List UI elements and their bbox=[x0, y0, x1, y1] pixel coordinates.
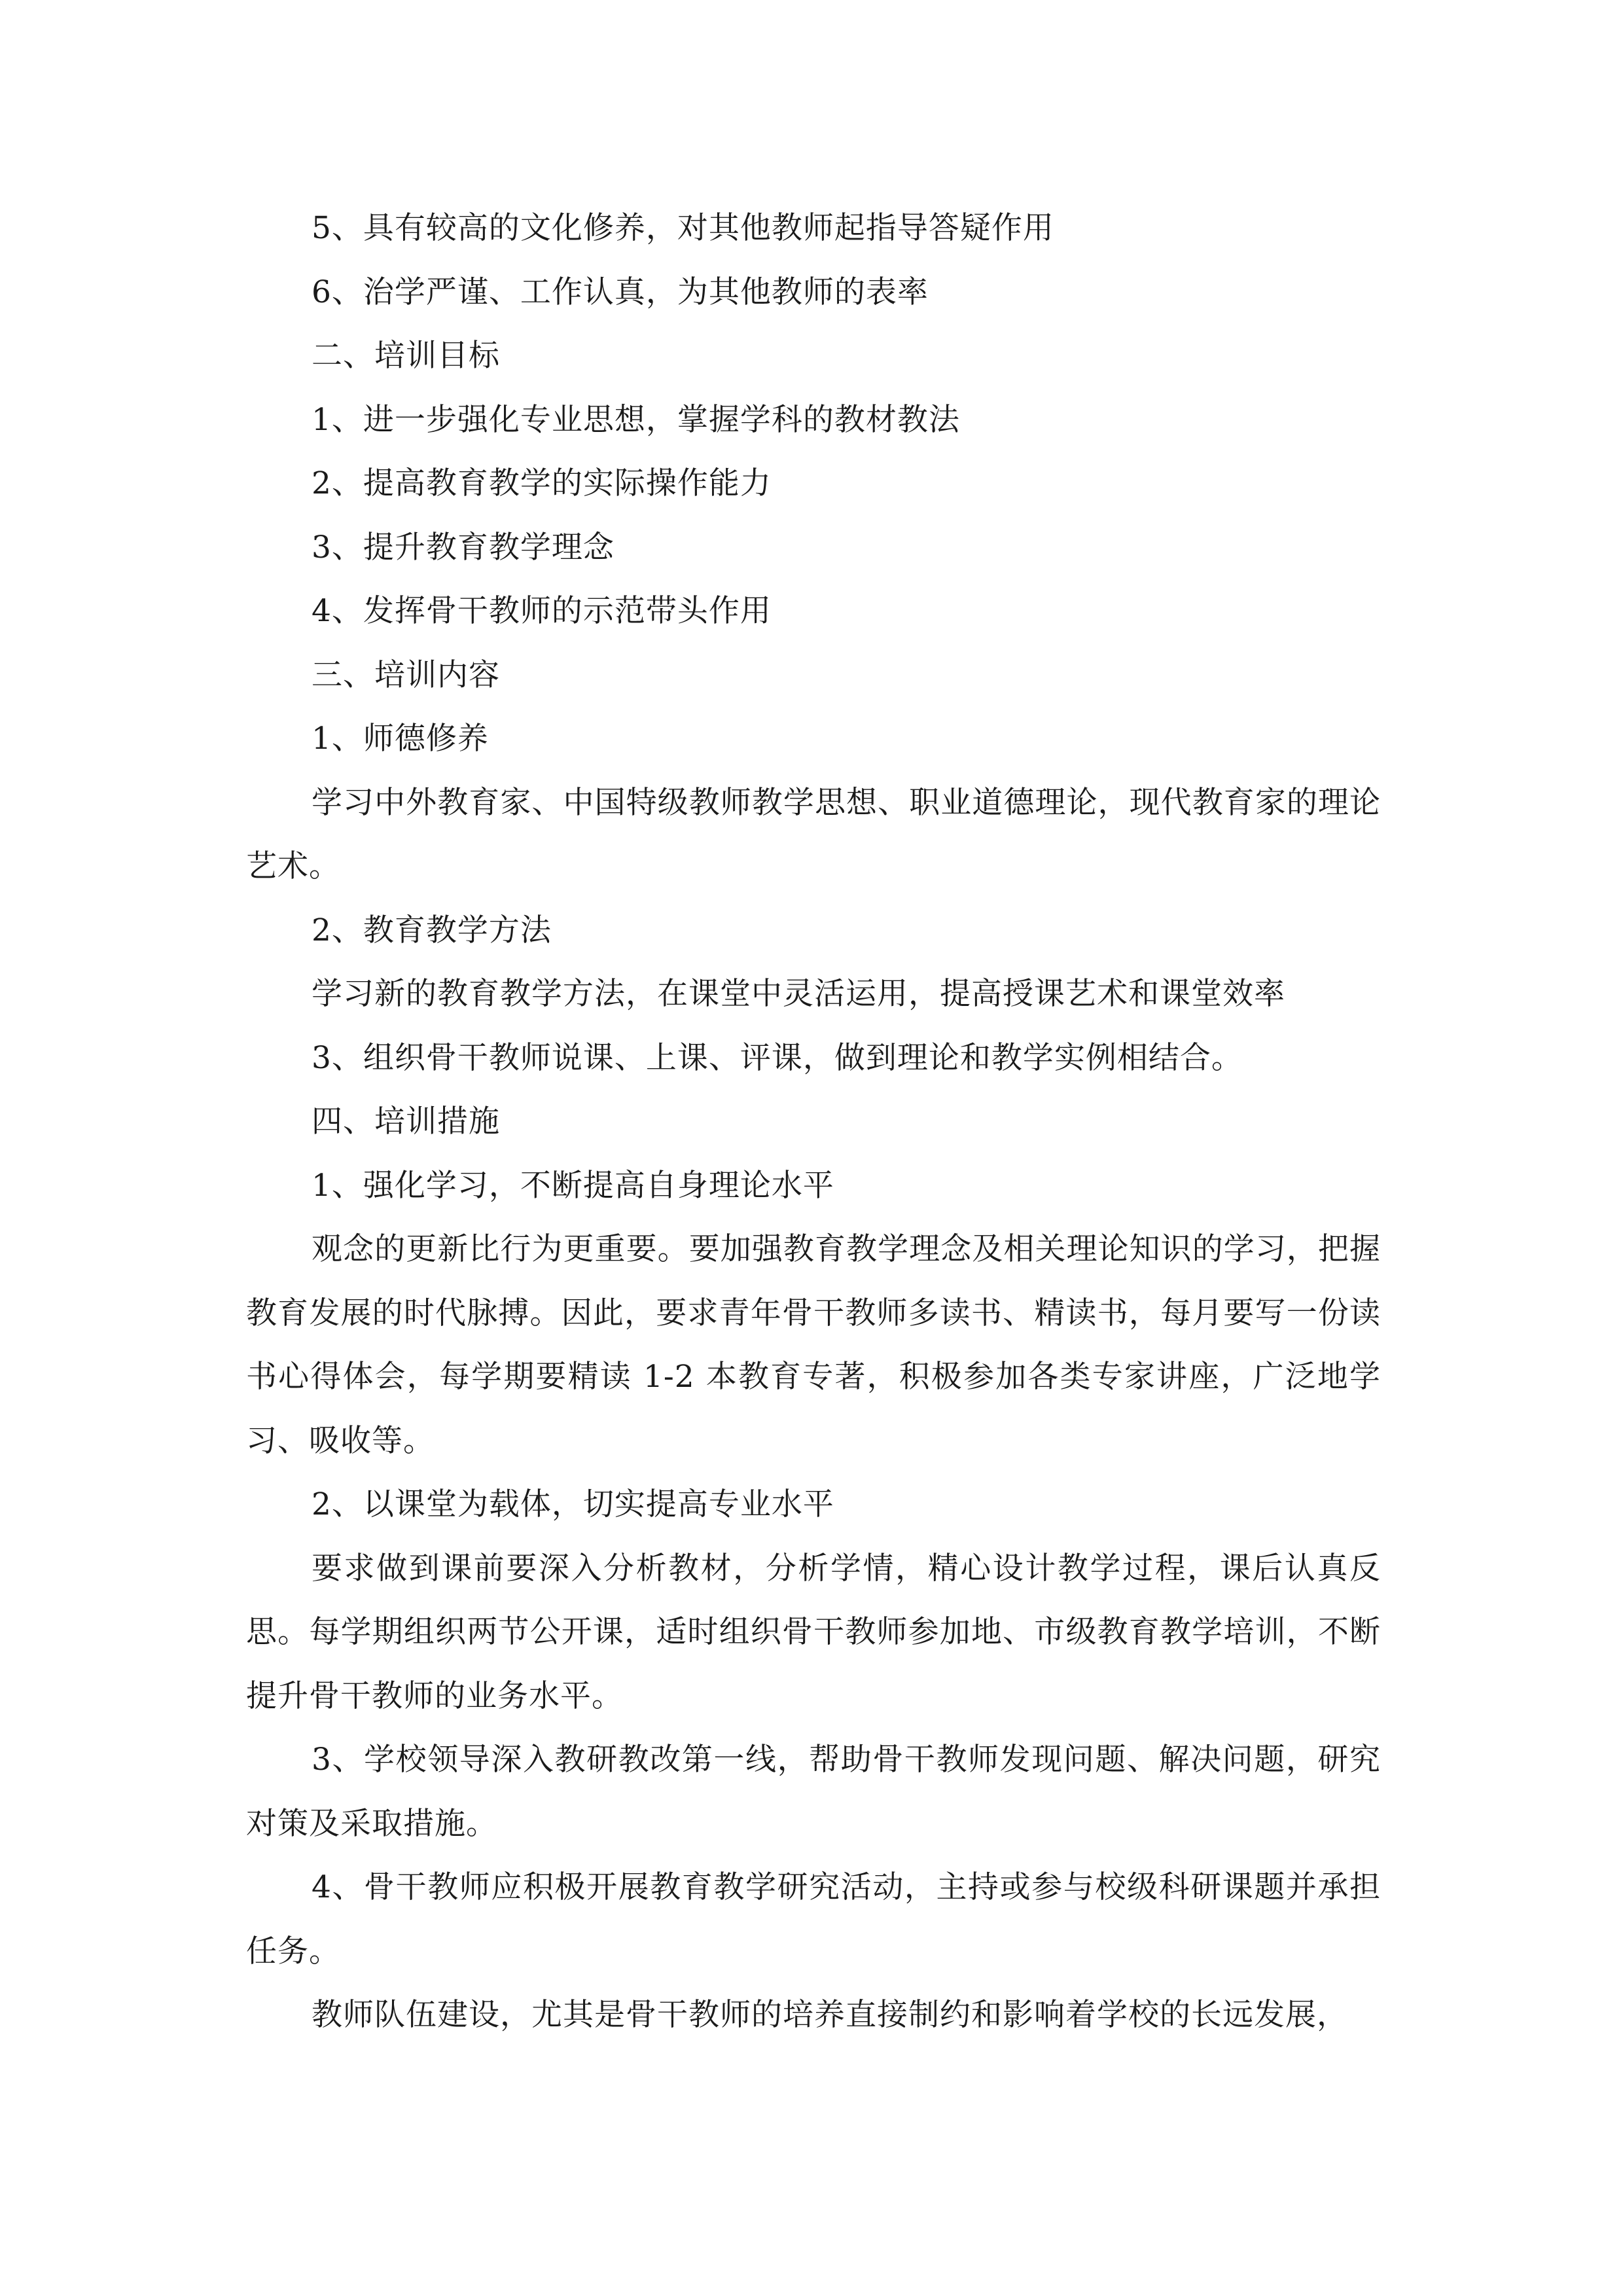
paragraph-measure-2-title: 2、以课堂为载体，切实提高专业水平 bbox=[312, 1486, 834, 1522]
paragraph-measure-4: 4、骨干教师应积极开展教育教学研究活动，主持或参与校级科研课题并承担任务。 bbox=[246, 1869, 1381, 1969]
paragraph-goal-2: 2、提高教育教学的实际操作能力 bbox=[312, 465, 772, 501]
paragraph-conclusion: 教师队伍建设，尤其是骨干教师的培养直接制约和影响着学校的长远发展， bbox=[312, 1997, 1348, 2033]
section-heading-measures: 四、培训措施 bbox=[312, 1103, 500, 1139]
paragraph-goal-3: 3、提升教育教学理念 bbox=[312, 529, 615, 565]
paragraph-goal-4: 4、发挥骨干教师的示范带头作用 bbox=[312, 593, 772, 629]
paragraph-content-1-title: 1、师德修养 bbox=[312, 721, 489, 757]
paragraph-qualification-6: 6、治学严谨、工作认真，为其他教师的表率 bbox=[312, 274, 929, 310]
paragraph-content-2-body: 学习新的教育教学方法，在课堂中灵活运用，提高授课艺术和课堂效率 bbox=[312, 976, 1285, 1012]
paragraph-content-1-body: 学习中外教育家、中国特级教师教学思想、职业道德理论，现代教育家的理论艺术。 bbox=[246, 784, 1381, 884]
paragraph-measure-1-title: 1、强化学习，不断提高自身理论水平 bbox=[312, 1167, 834, 1204]
paragraph-content-2-title: 2、教育教学方法 bbox=[312, 912, 552, 948]
section-heading-goals: 二、培训目标 bbox=[312, 338, 500, 374]
paragraph-qualification-5: 5、具有较高的文化修养，对其他教师起指导答疑作用 bbox=[312, 210, 1054, 246]
paragraph-measure-2-body: 要求做到课前要深入分析教材，分析学情，精心设计教学过程，课后认真反思。每学期组织两节公开课，适时组织骨干教师参加地、市级教育教学培训，不断提升骨干教师的业务水平。 bbox=[246, 1550, 1381, 1714]
paragraph-measure-1-body: 观念的更新比行为更重要。要加强教育教学理念及相关理论知识的学习，把握教育发展的时代脉搏。因此，要求青年骨干教师多读书、精读书，每月要写一份读书心得体会，每学期要精读 1-2 本教育专著，积极参加各类专家讲座，广泛地学习、吸收等。 bbox=[246, 1231, 1381, 1459]
document-body bbox=[246, 196, 1381, 2047]
paragraph-content-3: 3、组织骨干教师说课、上课、评课，做到理论和教学实例相结合。 bbox=[312, 1039, 1243, 1076]
paragraph-goal-1: 1、进一步强化专业思想，掌握学科的教材教法 bbox=[312, 401, 960, 438]
section-heading-content: 三、培训内容 bbox=[312, 656, 500, 693]
paragraph-measure-3: 3、学校领导深入教研教改第一线，帮助骨干教师发现问题、解决问题，研究对策及采取措施。 bbox=[246, 1742, 1381, 1842]
